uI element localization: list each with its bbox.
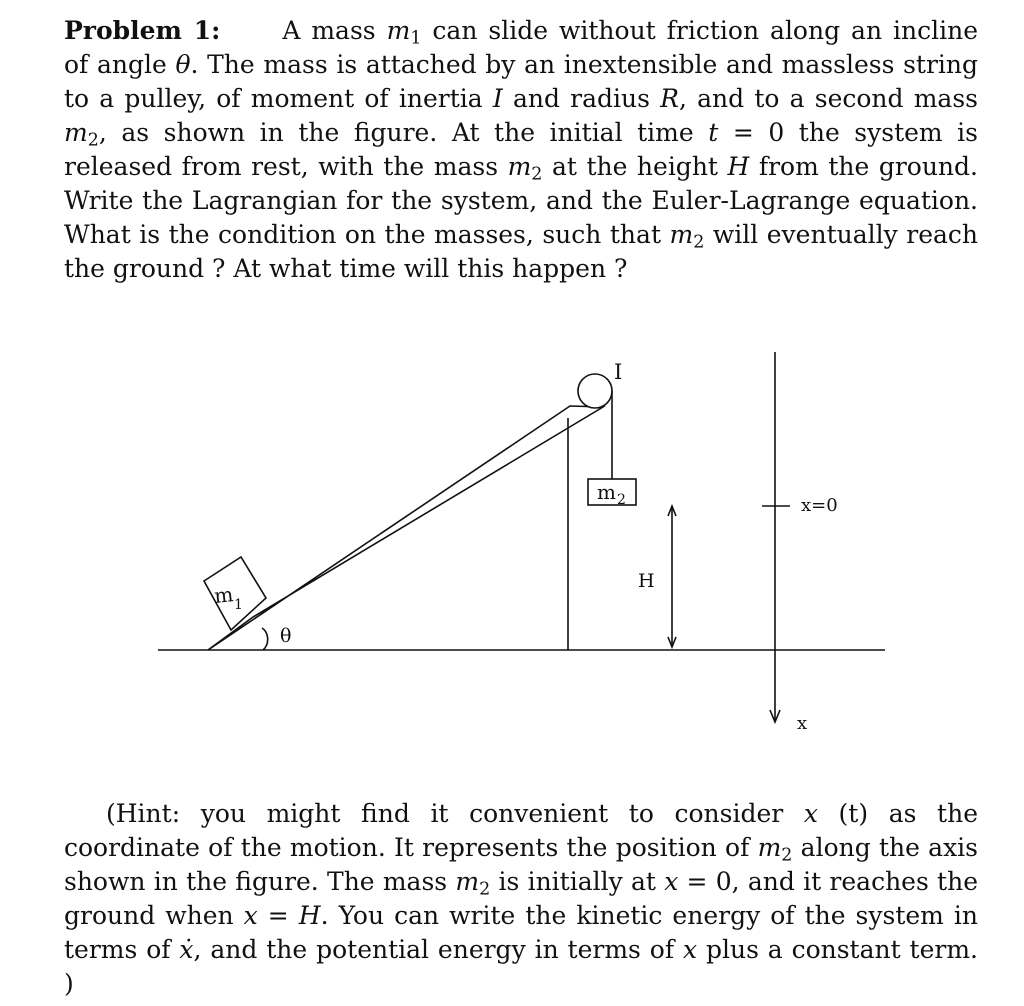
- pulley-label: I: [614, 360, 623, 384]
- angle-arc: [262, 628, 268, 650]
- math-theta: θ: [175, 50, 191, 79]
- hint-text: = 0, and it reaches the ground when: [64, 867, 978, 930]
- hint-paragraph: [64, 797, 978, 1001]
- math-sub: 2: [479, 879, 491, 900]
- math-H: H: [298, 901, 321, 930]
- math-m: m: [757, 833, 782, 862]
- problem-text: can slide without friction along an incline of angle: [64, 16, 979, 79]
- math-sub: 2: [87, 130, 99, 151]
- math-I: I: [492, 84, 503, 113]
- math-R: R: [660, 84, 679, 113]
- math-m: m: [669, 220, 694, 249]
- math-sub: 2: [531, 164, 543, 185]
- hint-text: , and the potential energy in terms of: [193, 935, 683, 964]
- problem-text: will eventually reach the ground ? At what time will this happen ?: [64, 220, 978, 283]
- math-H: H: [727, 152, 750, 181]
- math-x: x: [243, 901, 258, 930]
- hint-text: as the coordinate of the motion. It represents the position of: [64, 799, 978, 862]
- math-x: x: [803, 799, 818, 828]
- problem-label: Problem 1:: [64, 16, 221, 45]
- problem-text: , as shown in the figure. At the initial time: [98, 118, 709, 147]
- problem-text: from the ground. Write the Lagrangian for the system, and the Euler-Lagrange equation. What is the condition on the masses, such that: [64, 152, 978, 249]
- problem-text: A mass: [282, 16, 387, 45]
- hint-text: along the axis shown in the figure. The mass: [64, 833, 978, 896]
- math-m: m: [386, 16, 411, 45]
- math-t: t: [708, 118, 719, 147]
- math-x: x: [664, 867, 679, 896]
- math-m: m: [455, 867, 480, 896]
- hint-text: is initially at: [490, 867, 665, 896]
- incline-plank: [208, 406, 603, 650]
- problem-text: at the height: [542, 152, 728, 181]
- hint-text: . You can write the kinetic energy of the system in terms of: [64, 901, 978, 964]
- m1-subscript: 1: [234, 597, 243, 613]
- hint-text: plus a constant term. ): [64, 935, 978, 998]
- problem-text: = 0 the system is released from rest, with the mass: [64, 118, 978, 181]
- math-t-arg: (t): [817, 799, 869, 828]
- math-sub: 2: [781, 845, 793, 866]
- hint-text: =: [257, 901, 299, 930]
- hint-text: (Hint: you might find it convenient to consider: [106, 799, 804, 828]
- pulley-circle: [578, 374, 612, 408]
- m2-subscript: 2: [617, 492, 626, 508]
- m1-label: m: [213, 582, 235, 608]
- origin-label: x=0: [801, 495, 838, 516]
- axis-label: x: [797, 713, 808, 734]
- math-x: x: [682, 935, 698, 964]
- problem-text: . The mass is attached by an inextensible and massless string to a pulley, of moment of inertia: [64, 50, 978, 113]
- math-m: m: [64, 118, 88, 147]
- m2-label: m: [597, 480, 616, 504]
- math-m: m: [507, 152, 532, 181]
- math-xdot: ẋ: [179, 935, 194, 964]
- problem-text: , and to a second mass: [678, 84, 978, 113]
- problem-text: and radius: [502, 84, 661, 113]
- angle-label: θ: [280, 625, 292, 647]
- height-label: H: [638, 570, 655, 592]
- math-sub: 1: [410, 28, 422, 49]
- math-sub: 2: [693, 232, 705, 253]
